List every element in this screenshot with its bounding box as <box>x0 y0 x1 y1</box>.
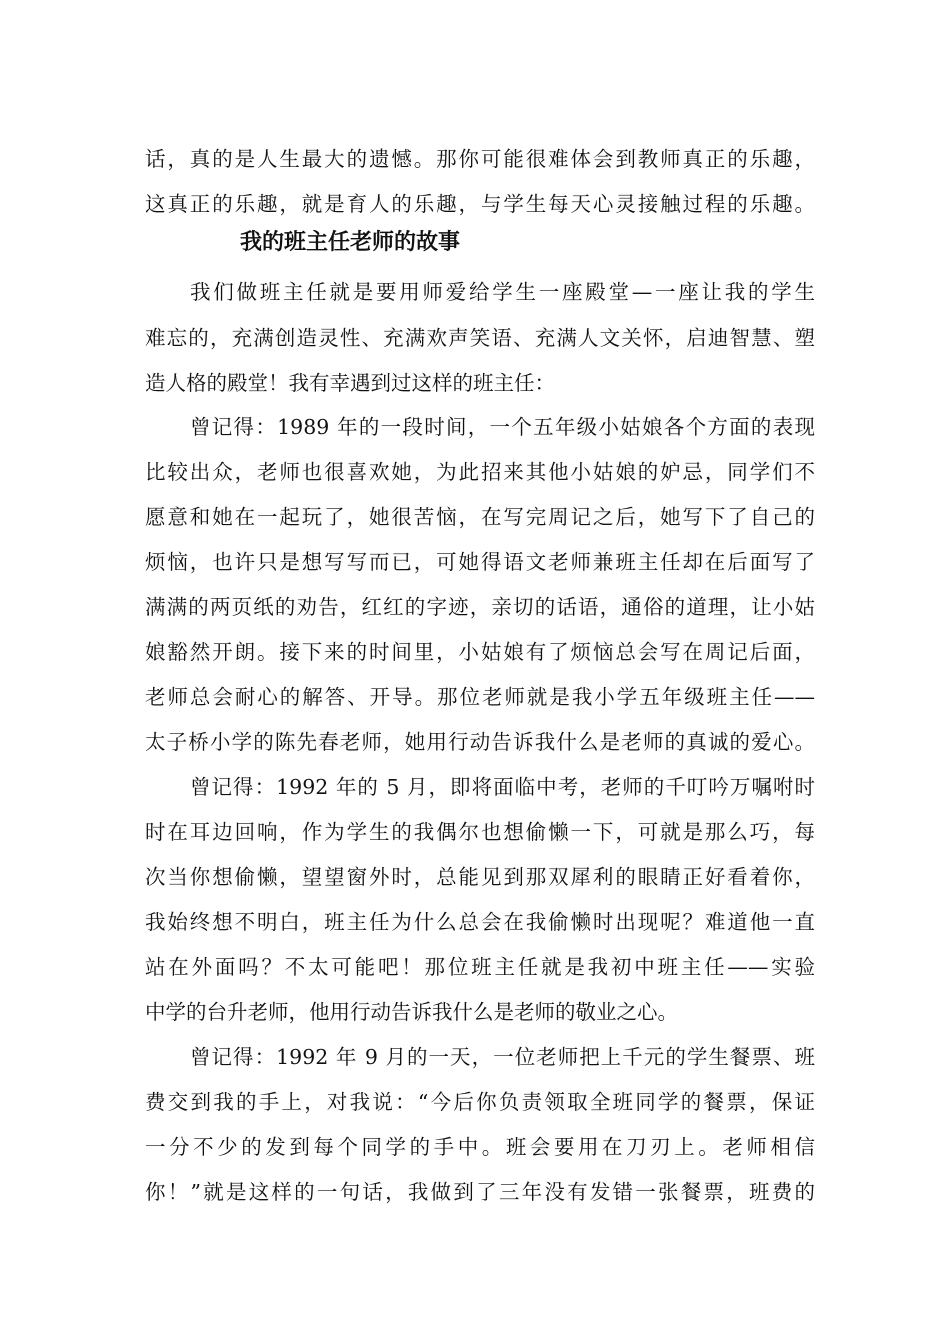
paragraph-line: 造人格的殿堂！我有幸遇到过这样的班主任： <box>145 371 555 395</box>
paragraph-line: 次当你想偷懒，望望窗外时，总能见到那双犀利的眼睛正好看着你， <box>145 865 815 889</box>
intro-line: 话，真的是人生最大的遗憾。那你可能很难体会到教师真正的乐趣， <box>145 147 815 171</box>
paragraph-line: 时在耳边回响，作为学生的我偶尔也想偷懒一下，可就是那么巧，每 <box>145 820 815 844</box>
paragraph-line: 曾记得：1992 年 9 月的一天，一位老师把上千元的学生餐票、班 <box>190 1045 815 1069</box>
paragraph-line: 曾记得：1992 年的 5 月，即将面临中考，老师的千叮吟万嘱咐时 <box>190 775 815 799</box>
paragraph-line: 愿意和她在一起玩了，她很苦恼，在写完周记之后，她写下了自己的 <box>145 505 815 529</box>
paragraph-line: 曾记得：1989 年的一段时间，一个五年级小姑娘各个方面的表现 <box>190 415 815 439</box>
paragraph-line: 我们做班主任就是要用师爱给学生一座殿堂—一座让我的学生 <box>190 280 815 304</box>
paragraph-line: 中学的台升老师，他用行动告诉我什么是老师的敬业之心。 <box>145 1000 678 1024</box>
paragraph-line: 一分不少的发到每个同学的手中。班会要用在刀刃上。老师相信 <box>145 1135 815 1159</box>
paragraph-line: 费交到我的手上，对我说：“今后你负责领取全班同学的餐票，保证 <box>145 1090 815 1114</box>
paragraph-line: 满满的两页纸的劝告，红红的字迹，亲切的话语，通俗的道理，让小姑 <box>145 595 815 619</box>
paragraph-line: 娘豁然开朗。接下来的时间里，小姑娘有了烦恼总会写在周记后面， <box>145 640 815 664</box>
paragraph-line: 我始终想不明白，班主任为什么总会在我偷懒时出现呢？难道他一直 <box>145 910 815 934</box>
paragraph-line: 老师总会耐心的解答、开导。那位老师就是我小学五年级班主任—— <box>145 685 815 709</box>
paragraph-line: 你！”就是这样的一句话，我做到了三年没有发错一张餐票，班费的 <box>145 1180 815 1204</box>
paragraph-line: 难忘的，充满创造灵性、充满欢声笑语、充满人文关怀，启迪智慧、塑 <box>145 326 815 350</box>
paragraph-line: 烦恼，也许只是想写写而已，可她得语文老师兼班主任却在后面写了 <box>145 550 815 574</box>
section-title: 我的班主任老师的故事 <box>240 230 461 255</box>
paragraph-line: 站在外面吗？不太可能吧！那位班主任就是我初中班主任——实验 <box>145 955 815 979</box>
intro-line: 这真正的乐趣，就是育人的乐趣，与学生每天心灵接触过程的乐趣。 <box>145 192 815 216</box>
paragraph-line: 比较出众，老师也很喜欢她，为此招来其他小姑娘的妒忌，同学们不 <box>145 460 815 484</box>
paragraph-line: 太子桥小学的陈先春老师，她用行动告诉我什么是老师的真诚的爱心。 <box>145 730 815 754</box>
